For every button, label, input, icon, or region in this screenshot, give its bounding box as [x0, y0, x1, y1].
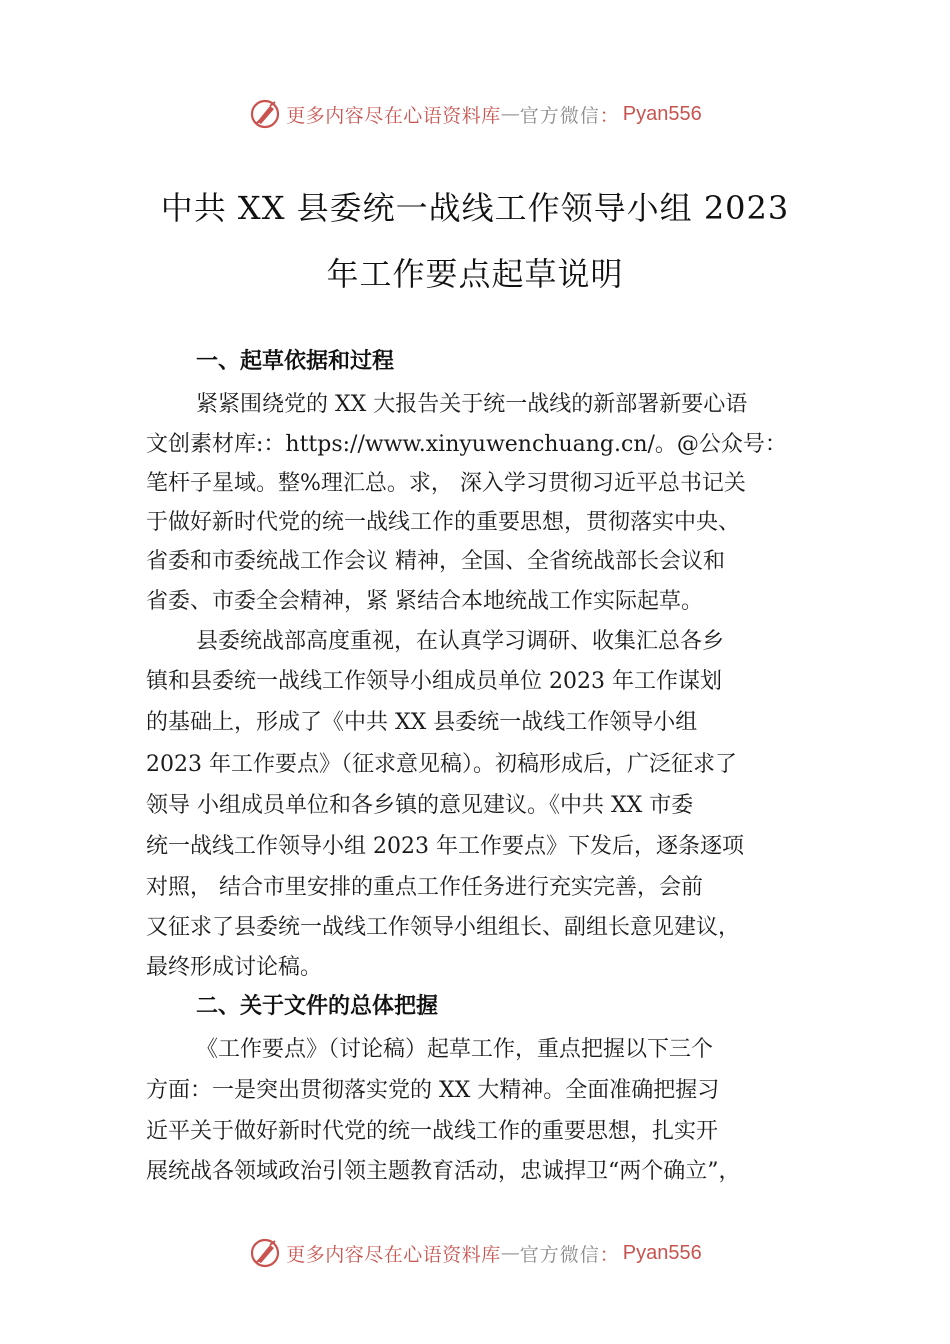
document-title-line-1: 中共 XX 县委统一战线工作领导小组 2023 [160, 189, 790, 227]
paragraph-line: 紧紧围绕党的 XX 大报告关于统一战线的新部署新要心语 [196, 392, 748, 417]
section-heading-1: 一、起草依据和过程 [196, 349, 395, 374]
watermark-separator: — [500, 103, 520, 125]
document-title-line-2: 年工作要点起草说明 [326, 255, 624, 293]
quill-pen-logo-icon [248, 97, 282, 131]
watermark-footer [0, 1233, 950, 1273]
quill-pen-logo-icon [248, 1236, 282, 1270]
paragraph-line: 又征求了县委统一战线工作领导小组组长、副组长意见建议， [146, 915, 741, 940]
watermark-brand: 更多内容尽在心语资料库 [286, 1243, 501, 1266]
watermark-separator: — [500, 1242, 520, 1264]
section-heading-2: 二、关于文件的总体把握 [196, 994, 439, 1019]
paragraph-line: 方面：一是突出贯彻落实党的 XX 大精神。全面准确把握习 [146, 1078, 720, 1103]
watermark-official-label: 官方微信 [519, 104, 600, 127]
paragraph-line: 《工作要点》（讨论稿）起草工作，重点把握以下三个 [196, 1037, 714, 1062]
paragraph-line: 省委和市委统战工作会议 精神，全国、全省统战部长会议和 [146, 549, 725, 574]
watermark-wechat-id: Pyan556 [622, 102, 702, 125]
watermark-colon: ： [599, 1243, 619, 1266]
paragraph-line: 的基础上，形成了《中共 XX 县委统一战线工作领导小组 [146, 710, 698, 735]
watermark-brand: 更多内容尽在心语资料库 [286, 104, 501, 127]
watermark-header [0, 94, 950, 134]
paragraph-line: 于做好新时代党的统一战线工作的重要思想，贯彻落实中央、 [146, 510, 741, 535]
paragraph-line: 2023 年工作要点》（征求意见稿）。初稿形成后，广泛征求了 [146, 752, 737, 777]
watermark-wechat-id: Pyan556 [622, 1241, 702, 1264]
paragraph-line: 文创素材库:：https://www.xinyuwenchuang.cn/。@公众号： [146, 432, 787, 457]
paragraph-line: 领导 小组成员单位和各乡镇的意见建议。《中共 XX 市委 [146, 793, 694, 818]
paragraph-line: 对照， 结合市里安排的重点工作任务进行充实完善，会前 [146, 875, 703, 900]
paragraph-line: 展统战各领域政治引领主题教育活动，忠诚捍卫“两个确立”， [146, 1159, 741, 1184]
paragraph-line: 近平关于做好新时代党的统一战线工作的重要思想，扎实开 [146, 1119, 719, 1144]
paragraph-line: 县委统战部高度重视，在认真学习调研、收集汇总各乡 [196, 629, 725, 654]
watermark-official-label: 官方微信 [519, 1243, 600, 1266]
paragraph-line: 镇和县委统一战线工作领导小组成员单位 2023 年工作谋划 [146, 669, 722, 694]
paragraph-line: 最终形成讨论稿。 [146, 955, 323, 980]
paragraph-line: 笔杆子星域。整%理汇总。求， 深入学习贯彻习近平总书记关 [146, 471, 746, 496]
watermark-colon: ： [599, 104, 619, 127]
paragraph-line: 统一战线工作领导小组 2023 年工作要点》下发后，逐条逐项 [146, 834, 744, 859]
paragraph-line: 省委、市委全会精神，紧 紧结合本地统战工作实际起草。 [146, 589, 703, 614]
